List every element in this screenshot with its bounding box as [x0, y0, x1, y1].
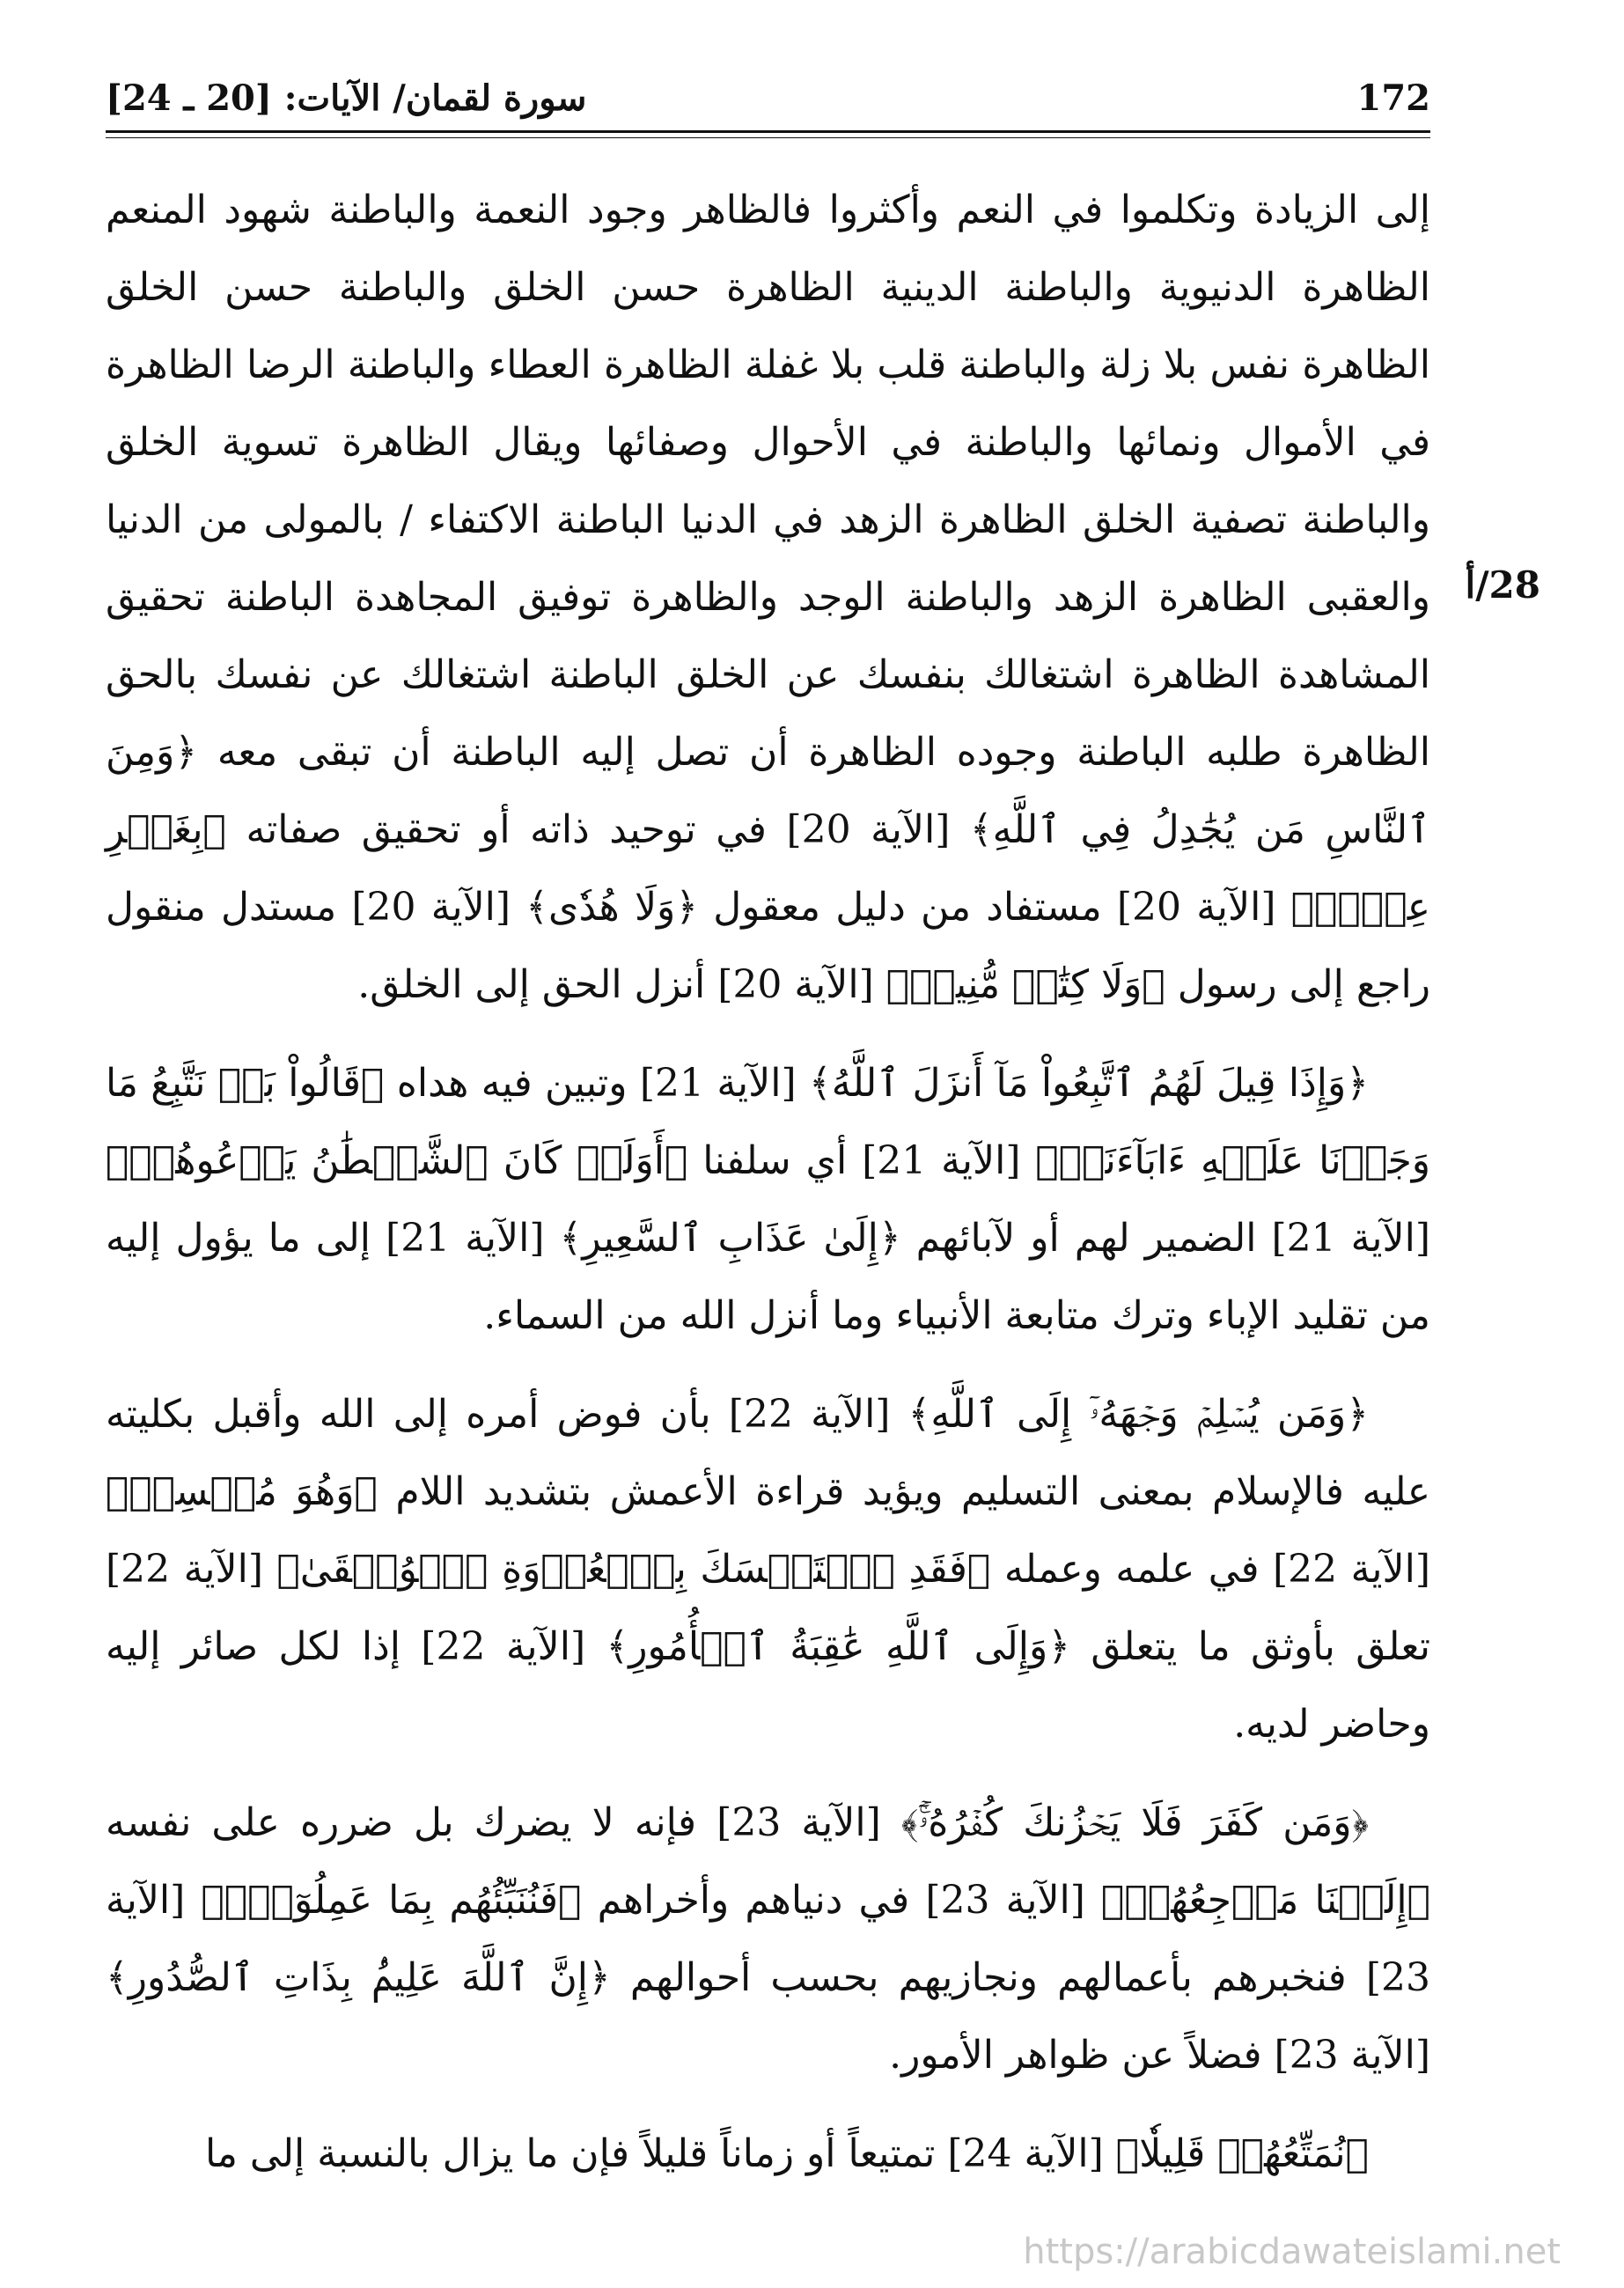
paragraph: ﴿وَمَن يُسۡلِمۡ وَجۡهَهُۥٓ إِلَى ٱللَّهِ﴾ [الآية 22] بأن فوض أمره إلى الله وأقبل بكليته عليه فالإسلام بمعنى التسليم ويؤيد قراءة الأعمش بتشديد اللام ﴿وَهُوَ مُحۡسِنٞ﴾ [الآية 22] في علمه وعمله ﴿فَقَدِ ٱسۡتَمۡسَكَ بِٱلۡعُرۡوَةِ ٱلۡوُثۡقَىٰ﴾ [الآية 22] تعلق بأوثق ما يتعلق ﴿وَإِلَى ٱللَّهِ عَٰقِبَةُ ٱلۡأُمُورِ﴾ [الآية 22] إذا لكل صائر إليه وحاضر لديه.: [106, 1392, 1430, 1747]
page-body: [106, 172, 1430, 2214]
paragraph: ﴿وَإِذَا قِيلَ لَهُمُ ٱتَّبِعُواْ مَآ أَنزَلَ ٱللَّهُ﴾ [الآية 21] وتبين فيه هداه ﴿قَالُواْ بَلۡ نَتَّبِعُ مَا وَجَدۡنَا عَلَيۡهِ ءَابَآءَنَآۚ﴾ [الآية 21] أي سلفنا ﴿أَوَلَوۡ كَانَ ٱلشَّيۡطَٰنُ يَدۡعُوهُمۡ﴾ [الآية 21] الضمير لهم أو لآبائهم ﴿إِلَىٰ عَذَابِ ٱلسَّعِيرِ﴾ [الآية 21] إلى ما يؤول إليه من تقليد الإباء وترك متابعة الأنبياء وما أنزل الله من السماء.: [106, 1061, 1431, 1338]
running-title: سورة لقمان/ الآيات: [20 ـ 24]: [106, 77, 587, 119]
paragraph: إلى الزيادة وتكلموا في النعم وأكثروا فالظاهر وجود النعمة والباطنة شهود المنعم الظاهرة الدنيوية والباطنة الدينية الظاهرة حسن الخلق والباطنة حسن الخلق الظاهرة نفس بلا زلة والباطنة قلب بلا غفلة الظاهرة العطاء والباطنة الرضا الظاهرة في الأموال ونمائها والباطنة في الأحوال وصفائها ويقال الظاهرة تسوية الخلق والباطنة تصفية الخلق الظاهرة الزهد في الدنيا الباطنة الاكتفاء / بالمولى من الدنيا والعقبى الظاهرة الزهد والباطنة الوجد والظاهرة توفيق المجاهدة الباطنة تحقيق المشاهدة الظاهرة اشتغالك بنفسك عن الخلق الباطنة اشتغالك عن نفسك بالحق الظاهرة طلبه الباطنة وجوده الظاهرة أن تصل إليه الباطنة أن تبقى معه ﴿وَمِنَ ٱلنَّاسِ مَن يُجَٰدِلُ فِي ٱللَّهِ﴾ [الآية 20] في توحيد ذاته أو تحقيق صفاته ﴿بِغَيۡرِ عِلۡمٖ﴾ [الآية 20] مستفاد من دليل معقول ﴿وَلَا هُدٗى﴾ [الآية 20] مستدل منقول راجع إلى رسول ﴿وَلَا كِتَٰبٖ مُّنِيرٖ﴾ [الآية 20] أنزل الحق إلى الخلق.: [106, 188, 1430, 1007]
header-rule: [106, 130, 1430, 133]
page-header: [106, 72, 1430, 125]
page-number: 172: [1356, 77, 1430, 119]
watermark-url: https://arabicdawateislami.net: [1023, 2232, 1561, 2272]
header-rule-thin: [106, 137, 1430, 138]
paragraph: ﴿وَمَن كَفَرَ فَلَا يَحۡزُنكَ كُفۡرُهُۥٓۚ﴾ [الآية 23] فإنه لا يضرك بل ضرره على نفسه ﴿إِلَيۡنَا مَرۡجِعُهُمۡ﴾ [الآية 23] في دنياهم وأخراهم ﴿فَنُنَبِّئُهُم بِمَا عَمِلُوٓاْۚ﴾ [الآية 23] فنخبرهم بأعمالهم ونجازيهم بحسب أحوالهم ﴿إِنَّ ٱللَّهَ عَلِيمُۢ بِذَاتِ ٱلصُّدُورِ﴾ [الآية 23] فضلاً عن ظواهر الأمور.: [106, 1800, 1430, 2078]
paragraph: ﴿نُمَتِّعُهُمۡ قَلِيلٗا﴾ [الآية 24] تمتيعاً أو زماناً قليلاً فإن ما يزال بالنسبة إلى ما: [204, 2131, 1369, 2176]
manuscript-folio-note: 28/أ: [1465, 563, 1540, 607]
